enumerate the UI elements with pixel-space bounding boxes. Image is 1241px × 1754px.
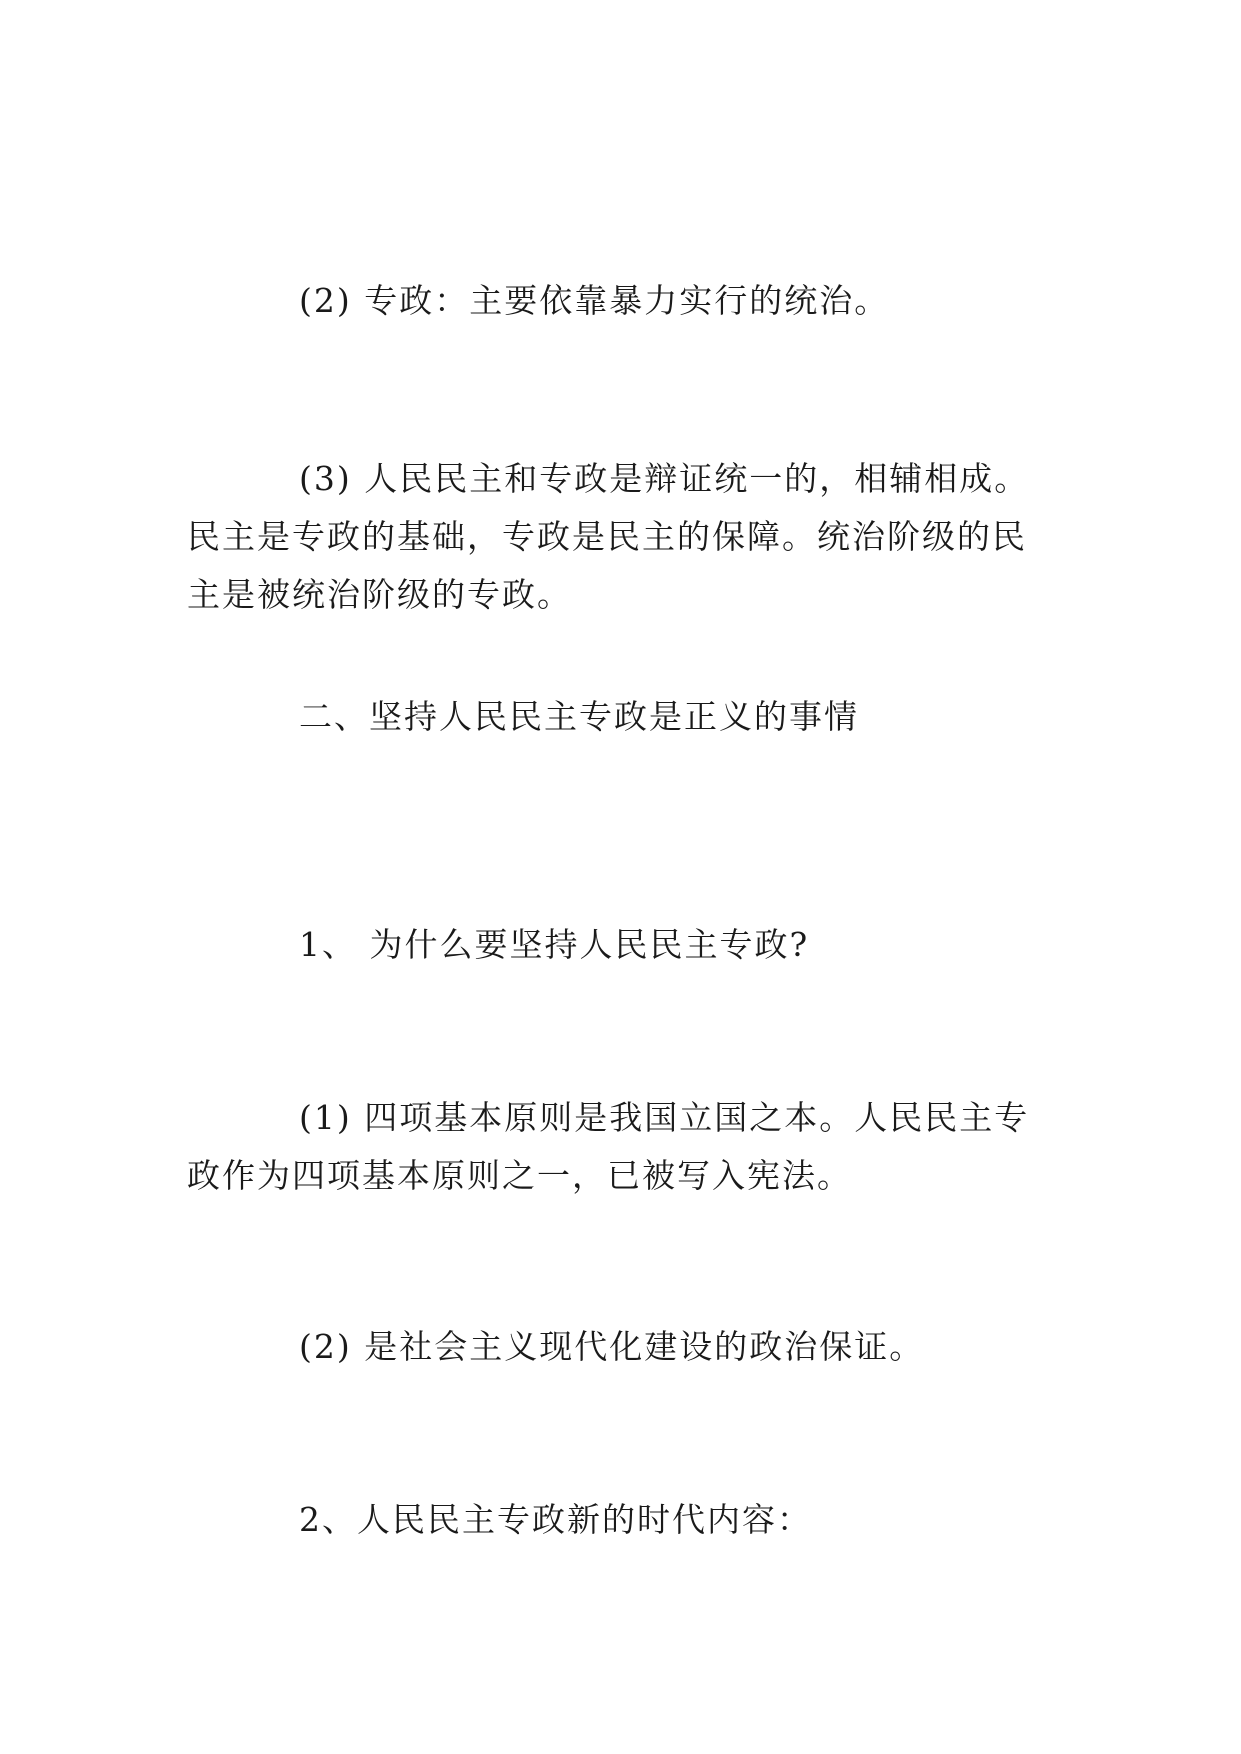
paragraph-political-guarantee: (2) 是社会主义现代化建设的政治保证。: [299, 1327, 925, 1366]
question-heading-two: 2、人民民主专政新的时代内容：: [299, 1500, 812, 1539]
question-heading-one: 1、 为什么要坚持人民民主专政?: [299, 925, 810, 964]
paragraph-dictatorship-definition: (2) 专政：主要依靠暴力实行的统治。: [299, 281, 890, 320]
section-heading-two: 二、坚持人民民主专政是正义的事情: [299, 697, 859, 736]
paragraph-four-principles: (1) 四项基本原则是我国立国之本。人民民主专政作为四项基本原则之一，已被写入宪法。: [187, 1098, 1030, 1195]
paragraph-democracy-dictatorship-unity: (3) 人民民主和专政是辩证统一的，相辅相成。民主是专政的基础，专政是民主的保障。统治阶级的民主是被统治阶级的专政。: [187, 459, 1030, 614]
